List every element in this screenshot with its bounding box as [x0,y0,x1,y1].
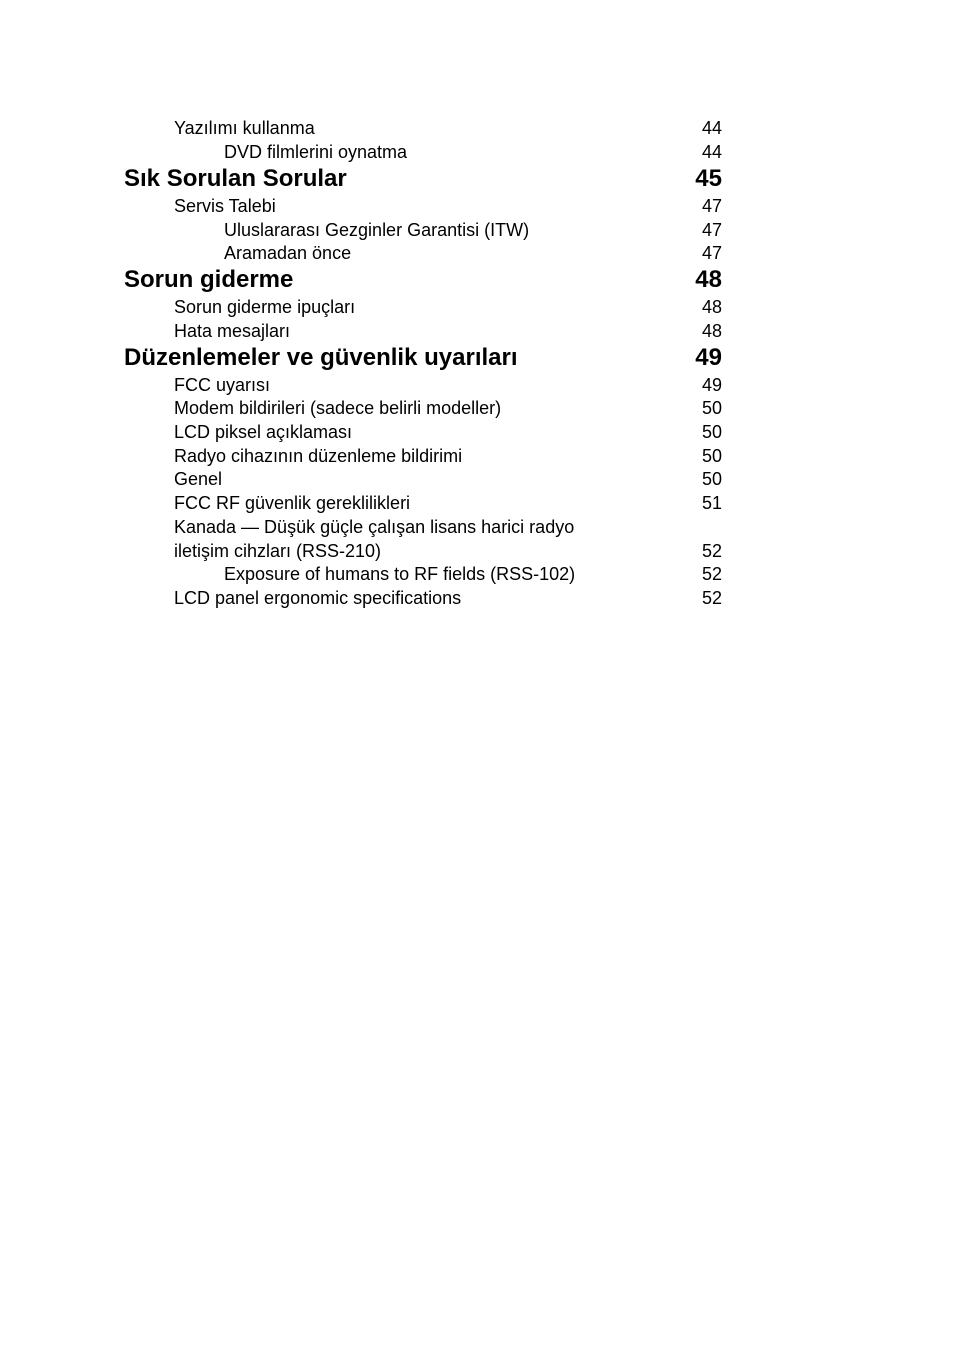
toc-entry-title: Aramadan önce [224,243,352,263]
toc-entry-page: 52 [701,588,722,608]
toc-entry-page: 50 [701,469,722,489]
toc-chapter-page: 48 [695,266,722,293]
toc-entry-page: 44 [701,118,722,138]
toc-entry-page: 48 [701,297,722,317]
toc-entry-title: Radyo cihazının düzenleme bildirimi [174,446,463,466]
toc-entry-page: 52 [701,541,722,561]
toc-entry-title: Yazılımı kullanma [174,118,315,138]
toc-chapter-title: Sık Sorulan Sorular [124,165,347,192]
toc-entry-title: LCD piksel açıklaması [174,422,353,442]
toc-entry-title: FCC uyarısı [174,375,271,395]
toc-entry-title: Uluslararası Gezginler Garantisi (ITW) [224,220,530,240]
toc-entry-page: 50 [701,398,722,418]
toc-entry-page: 50 [701,422,722,442]
toc-entry-title: DVD filmlerini oynatma [224,142,408,162]
toc-entry-title: FCC RF güvenlik gereklilikleri [174,493,411,513]
toc-entry-title: iletişim cihzları (RSS-210) [174,541,382,561]
toc-entry-page: 49 [701,375,722,395]
toc-entry-page: 44 [701,142,722,162]
toc-entry-page: 47 [701,243,722,263]
toc-entry-page: 50 [701,446,722,466]
toc-entry-title: Sorun giderme ipuçları [174,297,356,317]
toc-entry-title: Exposure of humans to RF fields (RSS-102) [224,564,576,584]
toc-entry-page: 47 [701,220,722,240]
toc-entry-title: LCD panel ergonomic specifications [174,588,462,608]
toc-chapter-page: 45 [695,165,722,192]
toc-entry-title: Genel [174,469,223,489]
toc-entry-page: 48 [701,321,722,341]
toc-entry-page: 52 [701,564,722,584]
toc-entry-title: Kanada — Düşük güçle çalışan lisans harici radyo [174,517,575,537]
toc-entry-title: Hata mesajları [174,321,291,341]
toc-entry-page: 47 [701,196,722,216]
toc-entry-title: Modem bildirileri (sadece belirli modeller) [174,398,502,418]
toc-chapter-title: Düzenlemeler ve güvenlik uyarıları [124,344,518,371]
toc-entry-title: Servis Talebi [174,196,276,216]
toc-chapter-title: Sorun giderme [124,266,294,293]
toc-chapter-page: 49 [695,344,722,371]
toc-entry-page: 51 [701,493,722,513]
